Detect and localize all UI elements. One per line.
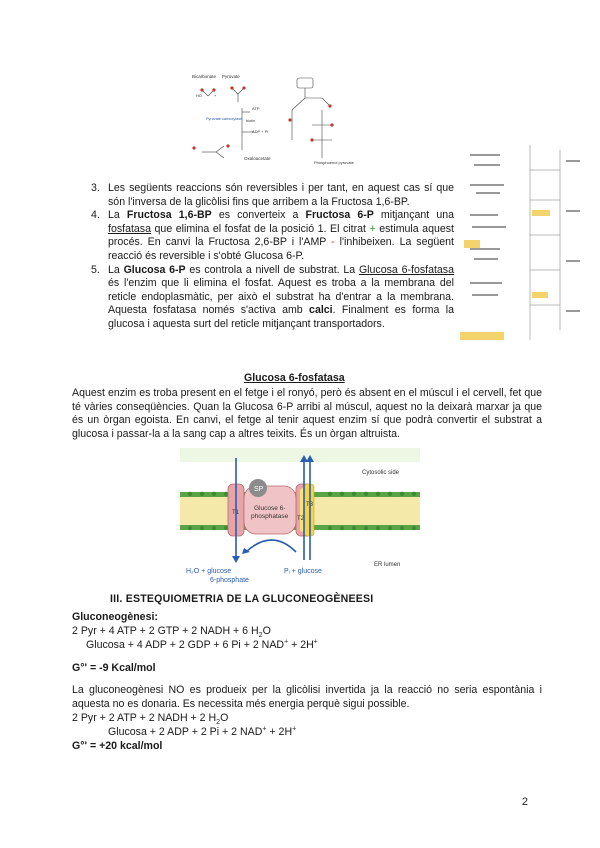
delta-g-2: G°' = +20 kcal/mol	[72, 740, 163, 752]
pyruvate-carboxylase-figure	[172, 70, 362, 175]
er-lumen-label: ER lumen	[374, 562, 401, 568]
step-number: 3.	[91, 182, 100, 194]
t3-label: T3	[306, 502, 314, 508]
pi-glucose-label: Pᵢ + glucose	[284, 568, 322, 575]
section-intro-paragraph: Aquest enzim es troba present en el fetge i el ronyó, però és absent en el múscul i el cervell, fet que té vàries conseqüències. Quan la Glucosa 6-P arribi al múscul, aquest no la deixarà marxar ja que és un òrgan egoista. En canvi, el fetge al tenir aquest enzim sí que podrà convertir el substrat a glucosa i passar-la a la sang cap a altres teixits. És un òrgan altruista.	[72, 387, 542, 440]
atp-label: ATP	[252, 106, 260, 111]
oxaloacetate-label: Oxaloacetate	[244, 156, 271, 161]
delta-g-1: G°' = -9 Kcal/mol	[72, 662, 156, 674]
step-3	[84, 182, 454, 209]
chapter-heading: III. ESTEQUIOMETRIA DE LA GLUCONEOGÈNEESI	[110, 593, 374, 605]
biotin-label: biotin	[246, 119, 256, 123]
svg-text:HO: HO	[196, 93, 202, 98]
bicarbonate-label: Bicarbonate	[192, 74, 217, 79]
step-5: 5. La Glucosa 6-P es controla a nivell de substrat. La Glucosa 6-fosfatasa és l'enzim que li elimina el fosfat. Aquest es troba a la membrana del reticle endoplasmàtic, per això el substrat ha d'entrar a la membrana. Aquesta fosfatasa només s'activa amb calci. Finalment es forma la glucosa i aquesta surt del reticle mitjançant transportadors.	[91, 263, 454, 330]
sp-label: SP	[254, 486, 264, 493]
gluconeogenesis-pathway-map	[460, 140, 585, 350]
calci-term: calci	[309, 304, 333, 317]
pep-label: Phosphoenol pyruvate	[314, 160, 354, 165]
enzyme-label: Pyruvate carboxylase	[206, 117, 243, 121]
adp-pi-label: ADP + Pi	[252, 129, 269, 134]
minus-sign: -	[331, 236, 335, 249]
step-4: 4. La Fructosa 1,6-BP es converteix a Fructosa 6-P mitjançant una fosfatasa que elimina el fosfat de la posició 1. El citrat + estimula aquest procés. En canvi la Fructosa 2,6-BP i l'AMP - l'inhibeixen. La següent reacció és reversible i s'obté Glucosa 6-P.	[91, 209, 454, 262]
reaction-1-reactants: 2 Pyr + 4 ATP + 2 GTP + 2 NADH + 6 $H_2O$	[72, 625, 271, 640]
er-membrane-diagram	[180, 448, 420, 588]
enzyme-name-line1: Glucose 6-	[254, 505, 286, 512]
reaction-2-reactants: 2 Pyr + 2 ATP + 2 NADH + 2 $H_2O$	[72, 712, 229, 727]
t1-label: T1	[232, 510, 240, 516]
section-title: Glucosa 6-fosfatasa	[244, 372, 345, 384]
svg-text:+: +	[214, 93, 217, 98]
glucose-6-phosphatase-term: Glucosa 6-fosfatasa	[358, 263, 454, 276]
fructose-16bp-term: Fructosa 1,6-BP	[126, 209, 212, 222]
reaction-1-products: Glucosa + 4 ADP + 2 GDP + 6 Pi + 2 NAD+ + 2H+	[86, 638, 318, 651]
gluconeogenesis-heading: Gluconeogènesi:	[72, 611, 158, 623]
step-number: 4.	[91, 209, 100, 222]
stoich-paragraph: La gluconeogènesi NO es produeix per la glicòlisi invertida ja la reacció no seria espontània i aquesta no es donaria. Es necessita més energia perquè sigui possible.	[72, 684, 542, 710]
fosfatasa-term: fosfatasa	[108, 222, 151, 235]
h2o-glucose6p-label: H₂O + glucose	[186, 568, 232, 575]
cytosolic-side-label: Cytosolic side	[362, 470, 400, 476]
step-text: Les següents reaccions són reversibles i per tant, en aquest cas sí que són l'inversa de la glicòlisi fins que arribem a la Fructosa 1,6-BP.	[108, 182, 454, 208]
plus-sign: +	[369, 222, 376, 235]
t2-label: T2	[297, 516, 305, 522]
enzyme-name-line2: phosphatase	[251, 513, 289, 520]
reaction-2-products: Glucosa + 2 ADP + 2 Pi + 2 NAD+ + 2H+	[108, 725, 297, 738]
step-number: 5.	[91, 263, 100, 276]
glucose6p-label-line2: 6-phosphate	[210, 577, 249, 584]
pyruvate-label: Pyruvate	[222, 74, 240, 79]
page-number: 2	[521, 796, 528, 808]
glucose-6p-term: Glucosa 6-P	[123, 263, 186, 276]
gluconeogenesis-steps	[84, 182, 454, 332]
fructose-6p-term: Fructosa 6-P	[305, 209, 374, 222]
